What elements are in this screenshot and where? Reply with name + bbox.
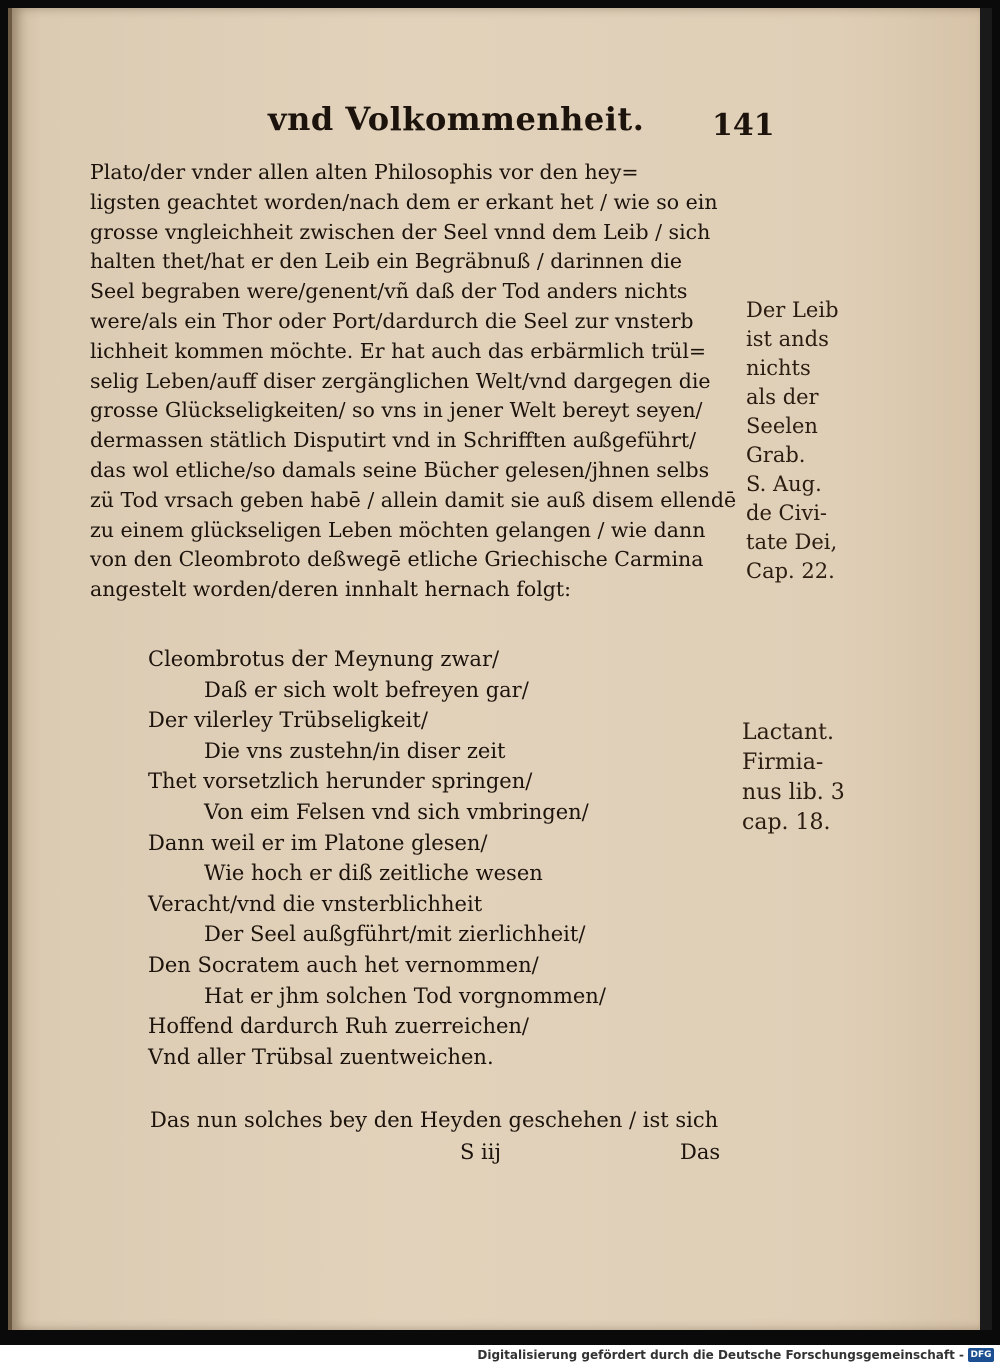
poem-line: Hat er jhm solchen Tod vorgnommen/ (204, 983, 606, 1008)
body-line: ligsten geachtet worden/nach dem er erkant het / wie so ein (90, 189, 718, 214)
margin-note-line: cap. 18. (742, 810, 831, 835)
margin-note-line: Der Leib (746, 298, 839, 322)
poem-line: Daß er sich wolt befreyen gar/ (204, 677, 529, 702)
body-line: das wol etliche/so damals seine Bücher gelesen/jhnen selbs (90, 457, 710, 482)
body-line: selig Leben/auff diser zergänglichen Welt/vnd dargegen die (90, 368, 711, 393)
body-line: halten thet/hat er den Leib ein Begräbnuß / darinnen die (90, 249, 683, 274)
body-line: lichheit kommen möchte. Er hat auch das erbärmlich trül= (90, 338, 707, 363)
body-line: zu einem glückseligen Leben möchten gelangen / wie dann (90, 517, 706, 542)
footer-bar (0, 1345, 1000, 1367)
page-number: 141 (712, 108, 775, 143)
poem-line: Hoffend dardurch Ruh zuerreichen/ (148, 1014, 530, 1039)
margin-note-line: ist ands (746, 327, 829, 351)
margin-note-line: S. Aug. (746, 472, 822, 496)
footer-credit: Digitalisierung gefördert durch die Deutsche Forschungsgemeinschaft - (477, 1348, 964, 1362)
body-line: zü Tod vrsach geben habē / allein damit sie auß disem ellendē (90, 487, 737, 512)
poem-line: Thet vorsetzlich herunder springen/ (148, 769, 533, 794)
body-line: grosse Glückseligkeiten/ so vns in jener Welt bereyt seyen/ (90, 398, 703, 423)
poem-line: Dann weil er im Platone glesen/ (148, 830, 488, 855)
poem-line: Der Seel außgführt/mit zierlichheit/ (204, 922, 586, 947)
poem-line: Cleombrotus der Meynung zwar/ (148, 647, 500, 671)
catchword: Das (680, 1140, 721, 1164)
running-head: vnd Volkommenheit. (268, 100, 645, 138)
poem-line: Die vns zustehn/in diser zeit (204, 738, 506, 763)
margin-note-line: nus lib. 3 (742, 780, 845, 805)
poem-line: Von eim Felsen vnd sich vmbringen/ (204, 799, 589, 824)
margin-note-augustine (746, 296, 839, 586)
margin-note-line: Cap. 22. (746, 559, 835, 583)
body-line: von den Cleombroto deßwegē etliche Griechische Carmina (90, 547, 704, 572)
margin-note-line: Grab. (746, 443, 806, 467)
margin-note-line: tate Dei, (746, 530, 838, 554)
margin-note-line: de Civi- (746, 501, 828, 525)
margin-note-line: nichts (746, 356, 811, 380)
body-line: angestelt worden/deren innhalt hernach folgt: (90, 577, 572, 602)
poem-line: Veracht/vnd die vnsterblichheit (148, 891, 483, 916)
page-edge-shadow (980, 8, 992, 1330)
body-line: grosse vngleichheit zwischen der Seel vnnd dem Leib / sich (90, 219, 711, 244)
body-line: were/als ein Thor oder Port/dardurch die Seel zur vnsterb (90, 308, 694, 333)
closing-line: Das nun solches bey den Heyden geschehen / ist sich (150, 1108, 719, 1132)
signature-mark: S iij (460, 1140, 502, 1164)
poem-line: Der vilerley Trübseligkeit/ (148, 708, 428, 733)
margin-note-line: Lactant. (742, 720, 835, 745)
poem-line: Wie hoch er diß zeitliche wesen (204, 861, 543, 886)
poem-line: Den Socratem auch het vernommen/ (148, 952, 539, 977)
margin-note-lactantius (742, 718, 845, 838)
body-line: dermassen stätlich Disputirt vnd in Schrifften außgeführt/ (90, 428, 697, 453)
poem (148, 644, 708, 1072)
body-line: Plato/der vnder allen alten Philosophis vor den hey= (90, 160, 639, 184)
margin-note-line: als der (746, 385, 819, 409)
margin-note-line: Firmia- (742, 750, 824, 775)
body-line: Seel begraben were/genent/vñ daß der Tod anders nichts (90, 279, 688, 304)
margin-note-line: Seelen (746, 414, 818, 438)
poem-line: Vnd aller Trübsal zuentweichen. (148, 1044, 494, 1069)
body-paragraph (90, 158, 750, 605)
dfg-logo-icon: DFG (968, 1348, 994, 1362)
